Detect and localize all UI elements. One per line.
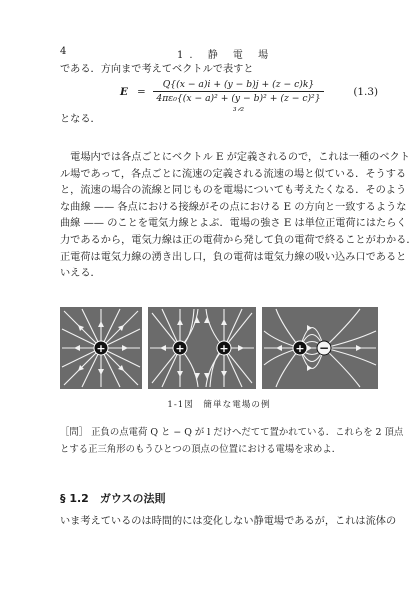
field-lines-repulsive — [148, 307, 256, 389]
equation-equals: = — [137, 86, 146, 98]
section-heading: § 1.2 ガウスの法則 — [60, 492, 166, 505]
page-number: 4 — [60, 46, 67, 57]
equation-numerator: Q{(x − a)i + (y − b)j + (z − c)k} — [162, 79, 315, 90]
paragraph-line: 力であるから，電気力線は正の電荷から発して負の電荷で終ることがわかる． — [60, 235, 417, 246]
paragraph-line: 曲線 —— のことを電気力線とよぶ．電場の強さ E は単位正電荷にはたらく — [60, 218, 407, 230]
charge-plus-label: + — [219, 342, 229, 355]
equation-fraction — [151, 78, 326, 118]
paragraph-line: な曲線 —— 各点における接線がその点における E の方向と一致するような — [60, 201, 407, 213]
figure-panel-dipole — [262, 307, 378, 389]
intro-line: である．方向まで考えてベクトルで表すと — [60, 64, 254, 75]
field-lines-radial — [60, 307, 142, 389]
paragraph-line: 電場内では各点ごとにベクトル E が定義されるので，これは一種のベクト — [60, 152, 410, 163]
figure-caption: 1-1図 簡単な電場の例 — [167, 400, 271, 410]
charge-plus-label: + — [96, 342, 106, 355]
equation-number: (1.3) — [353, 86, 378, 98]
problem-line: ［問］ 正負の点電荷 Q と − Q が l だけへだてて置かれている．これらを 2 頂点 — [60, 427, 404, 438]
equation-denominator: 4πε₀{(x − a)² + (y − b)² + (z − c)²}³ᐟ² — [156, 93, 321, 117]
equation-lhs: E — [120, 86, 128, 98]
figure-panel-two-positive-charges — [148, 307, 256, 389]
problem-line: とする正三角形のもうひとつの頂点の位置における電場を求めよ． — [60, 444, 342, 455]
figure-panel-single-charge — [60, 307, 142, 389]
after-equation-line: となる． — [60, 114, 101, 125]
paragraph-line: いえる． — [60, 268, 101, 280]
field-lines-dipole — [262, 307, 378, 389]
paragraph-line: と，流速の場合の流線と同じものを電場についても考えたくなる．そのよう — [60, 185, 407, 197]
charge-minus-label: − — [318, 341, 330, 355]
charge-plus-label: + — [295, 342, 305, 355]
charge-plus-label: + — [175, 342, 185, 355]
equation-1-3 — [60, 78, 378, 117]
paragraph-line: ル場であって，各点ごとに流速の定義される流速の場と似ている．そうする — [60, 168, 407, 180]
paragraph-line: 正電荷は電気力線の湧き出し口，負の電荷は電気力線の吸い込み口であると — [60, 251, 407, 263]
running-title: 1. 静 電 場 — [177, 50, 275, 61]
body-line: いま考えているのは時間的には変化しない静電場であるが，これは流体の — [60, 516, 397, 527]
